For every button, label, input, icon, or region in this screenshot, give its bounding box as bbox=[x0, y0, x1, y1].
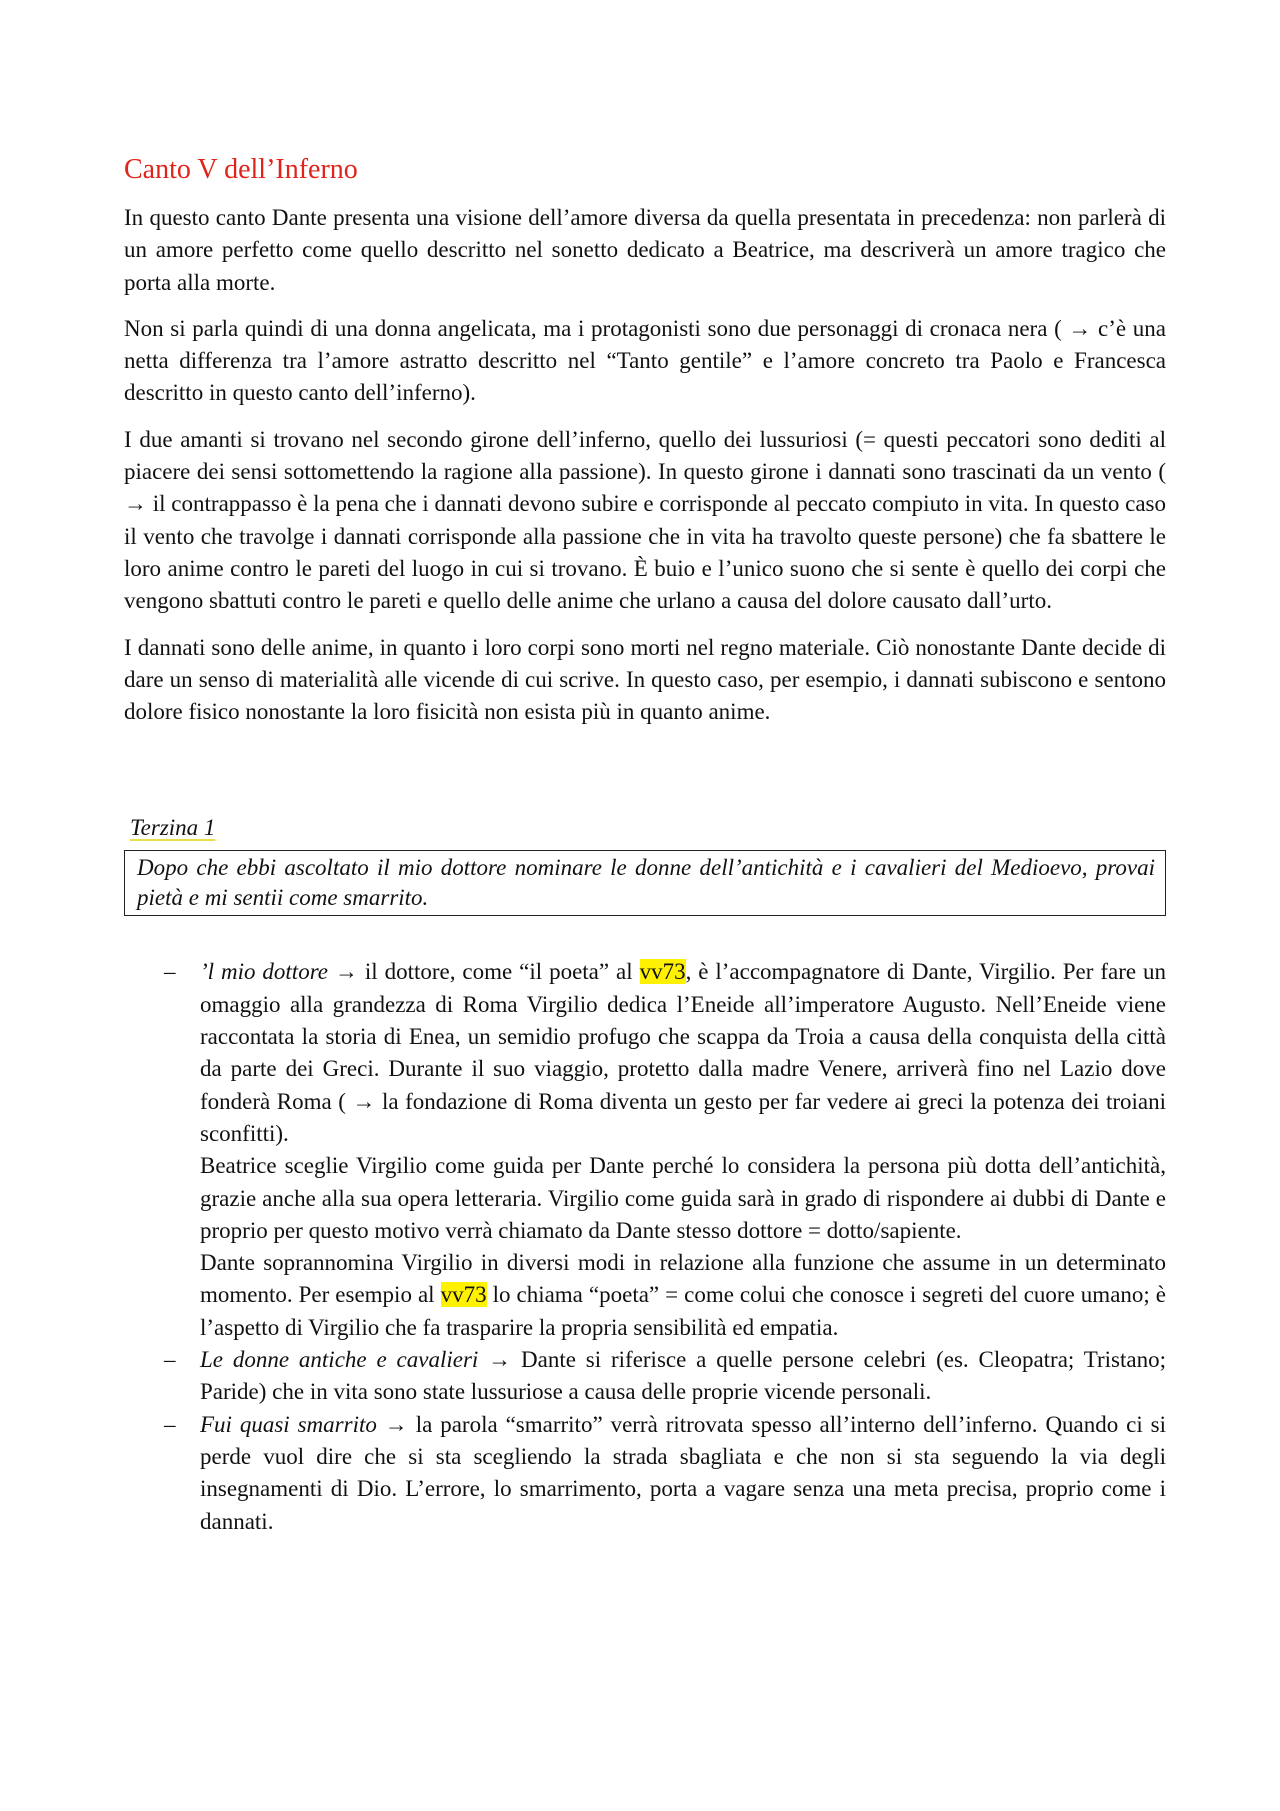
list-dash: – bbox=[164, 1411, 176, 1437]
note-text: Dante si riferisce a quelle persone celebri (es. Cleopatra; Tristano; Paride) che in vita sono state lussuriose a causa delle proprie vicende personali. bbox=[200, 1347, 1166, 1405]
terzina-quote-box bbox=[124, 850, 1166, 916]
list-dash: – bbox=[164, 1347, 176, 1373]
note-text: , è l’accompagnatore di Dante, Virgilio. Per fare un omaggio alla grandezza di Roma Virgilio dedica l’Eneide all’imperatore Augusto. Nell’Eneide viene raccontata la storia di Enea, un semidio profugo che scappa da Troia a causa della conquista della città da parte dei Greci. Durante il suo viaggio, protetto dalla madre Venere, arriverà fino nel Lazio dove fonderà Roma ( → la fondazione di Roma diventa un gesto per far vedere ai greci la potenza dei troiani sconfitti). bbox=[200, 959, 1167, 1146]
arrow-icon: → bbox=[334, 959, 358, 985]
note-text: il dottore, come “il poeta” al bbox=[364, 959, 633, 985]
note-term: ’l mio dottore bbox=[200, 959, 328, 985]
note-item-donne-antiche bbox=[124, 1344, 1166, 1409]
note-item-smarrito bbox=[124, 1409, 1166, 1538]
notes-list bbox=[124, 956, 1166, 1537]
note-paragraph-3 bbox=[200, 1247, 1166, 1344]
arrow-icon: → bbox=[488, 1347, 512, 1373]
list-dash: – bbox=[164, 959, 176, 985]
note-term: Le donne antiche e cavalieri bbox=[200, 1347, 479, 1373]
note-term: Fui quasi smarrito bbox=[200, 1411, 377, 1437]
note-text: Dante soprannomina Virgilio in diversi modi in relazione alla funzione che assume in un determinato momento. Per esempio al bbox=[200, 1250, 1166, 1308]
verse-highlight: vv73 bbox=[639, 959, 686, 985]
arrow-icon: → bbox=[384, 1411, 408, 1437]
intro-paragraph-1: In questo canto Dante presenta una visione dell’amore diversa da quella presentata in precedenza: non parlerà di un amore perfetto come quello descritto nel sonetto dedicato a Beatrice, ma descriverà un amore tragico che porta alla morte. bbox=[124, 205, 1166, 295]
verse-highlight: vv73 bbox=[440, 1282, 487, 1308]
note-text: lo chiama “poeta” = come colui che conosce i segreti del cuore umano; è l’aspetto di Virgilio che fa trasparire la propria sensibilità ed empatia. bbox=[200, 1282, 1167, 1340]
intro-paragraph-2: Non si parla quindi di una donna angelicata, ma i protagonisti sono due personaggi di cronaca nera ( → c’è una netta differenza tra l’amore astratto descritto nel “Tanto gentile” e l’amore concreto tra Paolo e Francesca descritto in questo canto dell’inferno). bbox=[124, 315, 1166, 406]
note-paragraph-1 bbox=[200, 956, 1166, 1150]
note-text: la parola “smarrito” verrà ritrovata spesso all’interno dell’inferno. Quando ci si perde vuol dire che si sta scegliendo la strada sbagliata e che non si sta seguendo la via degli insegnamenti di Dio. L’errore, lo smarrimento, porta a vagare senza una meta precisa, proprio come i dannati. bbox=[200, 1411, 1167, 1534]
terzina-heading: Terzina 1 bbox=[130, 815, 216, 841]
document-page bbox=[124, 152, 1166, 1538]
intro-paragraph-3: I due amanti si trovano nel secondo girone dell’inferno, quello dei lussuriosi (= questi peccatori sono dediti al piacere dei sensi sottomettendo la ragione alla passione). In questo girone i dannati sono trascinati da un vento ( → il contrappasso è la pena che i dannati devono subire e corrisponde al peccato compiuto in vita. In questo caso il vento che travolge i dannati corrisponde alla passione che in vita ha travolto queste persone) che fa sbattere le loro anime contro le pareti del luogo in cui si trovano. È buio e l’unico suono che si sente è quello dei corpi che vengono sbattuti contro le pareti e quello delle anime che urlano a causa del dolore causato dall’urto. bbox=[124, 426, 1166, 614]
terzina-quote-text: Dopo che ebbi ascoltato il mio dottore nominare le donne dell’antichità e i cavalieri del Medioevo, provai pietà e mi sentii come smarrito. bbox=[137, 855, 1155, 911]
note-paragraph-2: Beatrice sceglie Virgilio come guida per Dante perché lo considera la persona più dotta dell’antichità, grazie anche alla sua opera letteraria. Virgilio come guida sarà in grado di rispondere ai dubbi di Dante e proprio per questo motivo verrà chiamato da Dante stesso dottore = dotto/sapiente. bbox=[200, 1153, 1166, 1243]
note-item-mio-dottore bbox=[124, 956, 1166, 1344]
intro-paragraph-4: I dannati sono delle anime, in quanto i loro corpi sono morti nel regno materiale. Ciò nonostante Dante decide di dare un senso di materialità alle vicende di cui scrive. In questo caso, per esempio, i dannati subiscono e sentono dolore fisico nonostante la loro fisicità non esista più in quanto anime. bbox=[124, 634, 1166, 725]
document-title: Canto V dell’Inferno bbox=[124, 154, 358, 185]
